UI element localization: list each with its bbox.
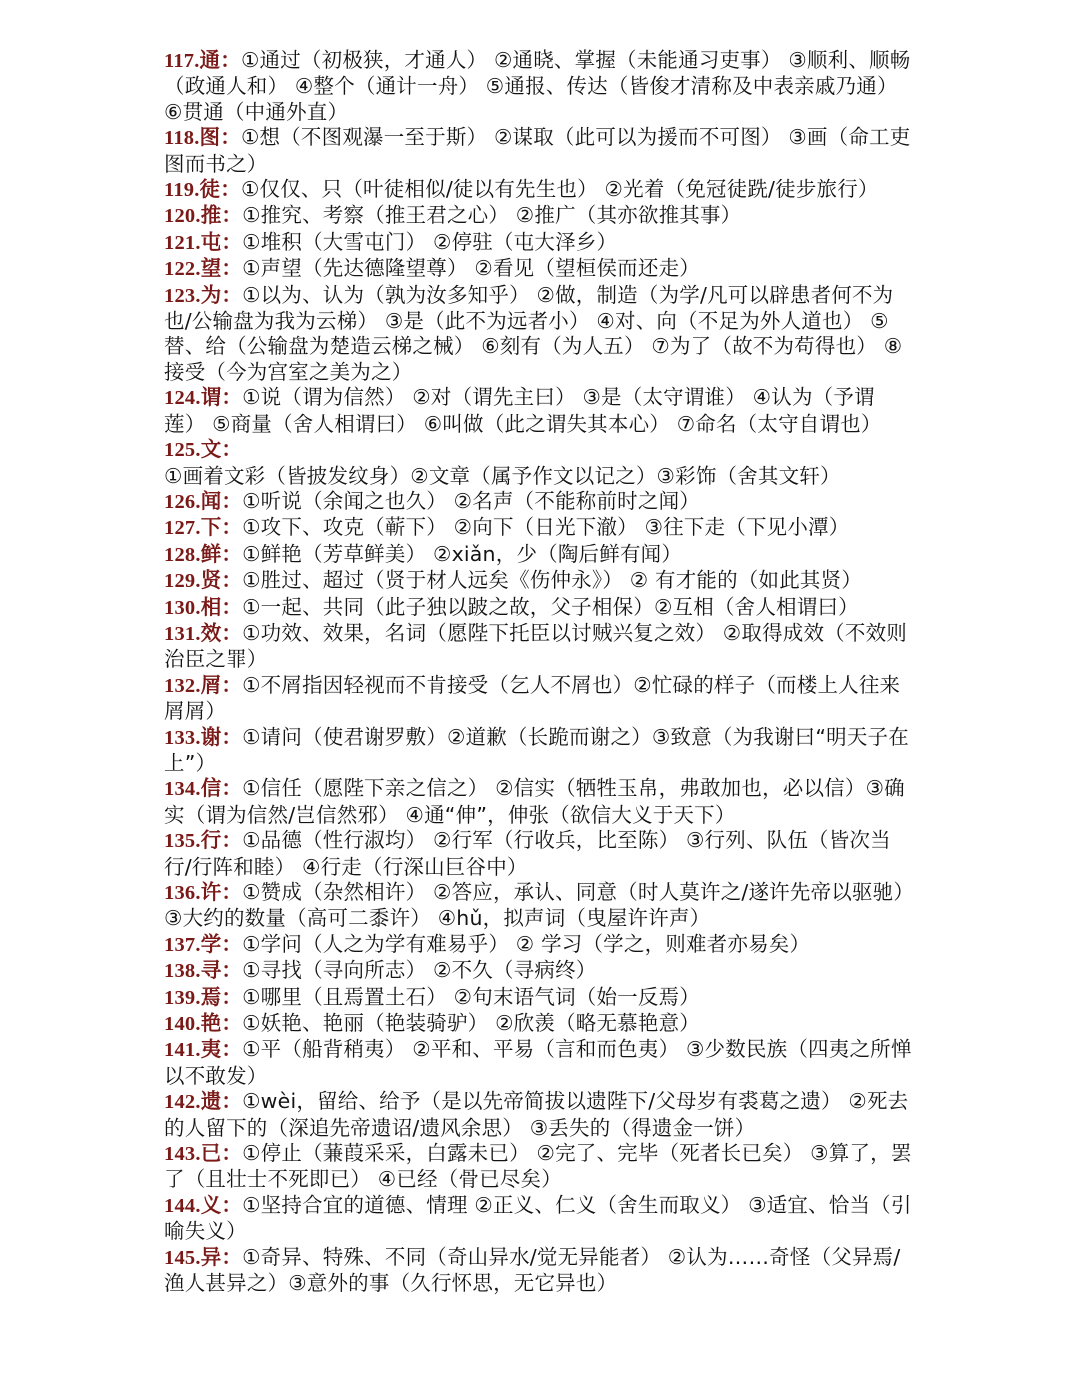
entry-headword bbox=[164, 1193, 242, 1217]
glossary-entry bbox=[164, 985, 916, 1011]
glossary-entry bbox=[164, 1141, 916, 1193]
entry-colon: ： bbox=[221, 203, 243, 228]
glossary-entry bbox=[164, 932, 916, 958]
entry-headword bbox=[164, 125, 241, 149]
entry-headword bbox=[164, 1037, 242, 1061]
entry-definitions: ①一起、共同（此子独以跛之故，父子相保）②互相（舍人相谓曰） bbox=[242, 594, 859, 619]
entry-list bbox=[164, 48, 916, 1297]
entry-definitions: ①哪里（且焉置土石） ②句末语气词（始一反焉） bbox=[242, 984, 700, 1009]
entry-definitions: ①仅仅、只（叶徒相似/徒以有先生也） ②光着（免冠徒跣/徒步旅行） bbox=[240, 177, 879, 202]
glossary-entry bbox=[164, 230, 916, 256]
entry-headword bbox=[164, 595, 242, 619]
entry-definitions: ①坚持合宜的道德、情理 ②正义、仁义（舍生而取义） ③适宜、恰当（引喻失义） bbox=[164, 1192, 912, 1244]
entry-colon: ： bbox=[221, 828, 243, 853]
entry-definitions: ①听说（余闻之也久） ②名声（不能称前时之闻） bbox=[242, 488, 700, 513]
entry-headword bbox=[164, 177, 241, 201]
entry-number: 130. bbox=[164, 596, 201, 619]
entry-headword bbox=[164, 776, 242, 800]
entry-headword bbox=[164, 985, 242, 1009]
entry-headword bbox=[164, 1089, 242, 1113]
entry-colon: ： bbox=[221, 724, 243, 749]
glossary-page bbox=[164, 48, 916, 1297]
entry-definitions: ①品德（性行淑均） ②行军（行收兵，比至陈） ③行列、队伍（皆次当行/行阵和睦） ④行走（行深山巨谷中） bbox=[164, 828, 891, 879]
entry-colon: ： bbox=[221, 931, 243, 956]
glossary-entry bbox=[164, 125, 916, 177]
entry-word: 寻 bbox=[200, 958, 222, 983]
entry-colon: ： bbox=[221, 880, 243, 904]
entry-headword bbox=[164, 568, 242, 592]
glossary-entry bbox=[164, 568, 916, 594]
entry-colon: ： bbox=[221, 385, 243, 410]
entry-headword bbox=[164, 1011, 242, 1035]
entry-word: 望 bbox=[200, 256, 222, 281]
entry-definitions: ①停止（蒹葭采采，白露未已） ②完了、完毕（死者长已矣） ③算了，罢了（且壮士不死即已） ④已经（骨已尽矣） bbox=[164, 1141, 912, 1192]
glossary-entry bbox=[164, 1011, 916, 1037]
glossary-entry bbox=[164, 437, 916, 489]
entry-definitions: ①功效、效果，名词（愿陛下托臣以讨贼兴复之效） ②取得成效（不效则治臣之罪） bbox=[164, 620, 907, 672]
entry-word: 义 bbox=[200, 1192, 222, 1217]
entry-number: 133. bbox=[164, 726, 201, 749]
entry-number: 141. bbox=[164, 1039, 201, 1062]
entry-word: 许 bbox=[200, 880, 222, 904]
entry-word: 谢 bbox=[200, 724, 222, 749]
entry-headword bbox=[164, 1141, 242, 1165]
glossary-entry bbox=[164, 828, 916, 880]
entry-definitions: ①推究、考察（推王君之心） ②推广（其亦欲推其事） bbox=[242, 203, 742, 228]
entry-colon: ： bbox=[220, 177, 241, 202]
glossary-entry bbox=[164, 1193, 916, 1245]
entry-word: 为 bbox=[200, 282, 222, 307]
entry-word: 通 bbox=[199, 48, 221, 72]
entry-word: 遗 bbox=[200, 1089, 222, 1114]
entry-colon: ： bbox=[221, 1037, 243, 1062]
entry-definitions: ①说（谓为信然） ②对（谓先主曰） ③是（太守谓谁） ④认为（予谓莲） ⑤商量（舍人相谓曰） ⑥叫做（此之谓失其本心） ⑦命名（太守自谓也） bbox=[164, 385, 882, 436]
entry-number: 127. bbox=[164, 517, 201, 540]
entry-definitions: ①平（船背稍夷） ②平和、平易（言和而色夷） ③少数民族（四夷之所惮以不敢发） bbox=[164, 1037, 912, 1088]
entry-number: 128. bbox=[164, 543, 201, 566]
entry-definitions: ①画着文彩（皆披发纹身）②文章（属予作文以记之）③彩饰（舍其文轩） bbox=[164, 463, 841, 488]
glossary-entry bbox=[164, 203, 916, 229]
entry-definitions: ①请问（使君谢罗敷）②道歉（长跪而谢之）③致意（为我谢曰“明天子在上”） bbox=[164, 724, 909, 775]
entry-headword bbox=[164, 48, 241, 72]
entry-headword bbox=[164, 880, 242, 904]
entry-number: 142. bbox=[164, 1091, 201, 1114]
entry-headword bbox=[164, 489, 242, 513]
entry-definitions: ①以为、认为（孰为汝多知乎） ②做，制造（为学/凡可以辟患者何不为也/公输盘为我为云梯） ③是（此不为远者小） ④对、向（不足为外人道也） ⑤替、给（公输盘为楚造云梯之械） ⑥刻有（为人五） ⑦为了（故不为苟得也） ⑧接受（今为宫室之美为之） bbox=[164, 282, 903, 384]
entry-number: 137. bbox=[164, 933, 201, 956]
entry-colon: ： bbox=[221, 1141, 243, 1166]
entry-word: 夷 bbox=[200, 1037, 222, 1062]
entry-word: 相 bbox=[200, 594, 222, 619]
entry-headword bbox=[164, 283, 242, 307]
entry-headword bbox=[164, 385, 242, 409]
entry-definitions: ①wèi，留给、给予（是以先帝简拔以遗陛下/父母岁有裘葛之遗） ②死去的人留下的（深追先帝遗诏/遗风余思） ③丢失的（得遗金一饼） bbox=[164, 1089, 909, 1140]
glossary-entry bbox=[164, 1037, 916, 1089]
entry-word: 谓 bbox=[200, 385, 222, 410]
entry-definitions: ①赞成（杂然相许） ②答应，承认、同意（时人莫许之/遂许先帝以驱驰） ③大约的数量（高可二黍许） ④hǔ，拟声词（曳屋许许声） bbox=[164, 880, 915, 931]
entry-word: 行 bbox=[200, 828, 222, 853]
entry-definitions: ①妖艳、艳丽（艳装骑驴） ②欣羡（略无慕艳意） bbox=[242, 1011, 700, 1036]
glossary-entry bbox=[164, 489, 916, 515]
entry-number: 135. bbox=[164, 830, 201, 853]
entry-colon: ： bbox=[221, 541, 243, 566]
entry-word: 效 bbox=[200, 620, 222, 645]
entry-word: 鲜 bbox=[200, 541, 222, 566]
entry-number: 143. bbox=[164, 1143, 201, 1166]
glossary-entry bbox=[164, 725, 916, 777]
glossary-entry bbox=[164, 1245, 916, 1297]
entry-colon: ： bbox=[221, 568, 243, 593]
entry-definitions: ①不屑指因轻视而不肯接受（乞人不屑也）②忙碌的样子（而楼上人往来屑屑） bbox=[164, 672, 901, 724]
glossary-entry bbox=[164, 48, 916, 125]
entry-headword bbox=[164, 621, 242, 645]
entry-colon: ： bbox=[221, 672, 243, 697]
entry-word: 异 bbox=[200, 1244, 222, 1269]
entry-colon: ： bbox=[221, 1089, 243, 1114]
entry-word: 已 bbox=[200, 1141, 222, 1166]
entry-definitions: ①声望（先达德隆望尊） ②看见（望桓侯而还走） bbox=[242, 256, 700, 281]
glossary-entry bbox=[164, 1089, 916, 1141]
entry-number: 139. bbox=[164, 986, 201, 1009]
entry-definitions: ①通过（初极狭，才通人） ②通晓、掌握（未能通习吏事） ③顺利、顺畅（政通人和） ④整个（通计一舟） ⑤通报、传达（皆俊才清称及中表亲戚乃通） ⑥贯通（中通外直） bbox=[164, 48, 911, 124]
entry-word: 图 bbox=[199, 125, 221, 150]
glossary-entry bbox=[164, 177, 916, 203]
entry-colon: ： bbox=[221, 776, 243, 801]
entry-word: 焉 bbox=[200, 984, 222, 1009]
entry-colon: ： bbox=[221, 620, 243, 645]
entry-colon: ： bbox=[221, 1244, 243, 1269]
entry-number: 126. bbox=[164, 490, 201, 513]
entry-number: 122. bbox=[164, 258, 201, 281]
entry-word: 闻 bbox=[200, 488, 222, 513]
entry-definitions: ①胜过、超过（贤于材人远矣《伤仲永》） ② 有才能的（如此其贤） bbox=[242, 568, 863, 593]
entry-number: 138. bbox=[164, 960, 201, 983]
entry-definitions: ①鲜艳（芳草鲜美） ②xiǎn，少（陶后鲜有闻） bbox=[242, 541, 683, 566]
entry-word: 艳 bbox=[200, 1011, 222, 1036]
glossary-entry bbox=[164, 385, 916, 437]
glossary-entry bbox=[164, 673, 916, 725]
entry-number: 125. bbox=[164, 439, 201, 462]
entry-headword bbox=[164, 437, 242, 461]
entry-definitions: ①学问（人之为学有难易乎） ② 学习（学之，则难者亦易矣） bbox=[242, 931, 811, 956]
entry-colon: ： bbox=[220, 48, 241, 72]
entry-headword bbox=[164, 828, 242, 852]
entry-number: 120. bbox=[164, 205, 201, 228]
entry-headword bbox=[164, 725, 242, 749]
entry-number: 129. bbox=[164, 570, 201, 593]
glossary-entry bbox=[164, 880, 916, 932]
entry-word: 贤 bbox=[200, 568, 222, 593]
entry-headword bbox=[164, 542, 242, 566]
entry-number: 131. bbox=[164, 622, 201, 645]
entry-definitions: ①想（不图观瀑一至于斯） ②谋取（此可以为援而不可图） ③画（命工吏图而书之） bbox=[164, 125, 911, 176]
entry-colon: ： bbox=[221, 984, 243, 1009]
glossary-entry bbox=[164, 595, 916, 621]
entry-number: 124. bbox=[164, 387, 201, 410]
entry-number: 140. bbox=[164, 1013, 201, 1036]
entry-word: 徒 bbox=[199, 177, 221, 202]
glossary-entry bbox=[164, 283, 916, 386]
entry-number: 123. bbox=[164, 284, 201, 307]
glossary-entry bbox=[164, 621, 916, 673]
entry-definitions: ①攻下、攻克（蕲下） ②向下（日光下澈） ③往下走（下见小潭） bbox=[242, 515, 850, 540]
entry-definitions: ①信任（愿陛下亲之信之） ②信实（牺牲玉帛，弗敢加也，必以信）③确实（谓为信然/岂信然邪） ④通“伸”，伸张（欲信大义于天下） bbox=[164, 776, 905, 827]
entry-word: 下 bbox=[200, 515, 222, 540]
entry-definitions: ①堆积（大雪屯门） ②停驻（屯大泽乡） bbox=[242, 229, 618, 254]
entry-colon: ： bbox=[221, 437, 243, 462]
entry-definitions: ①奇异、特殊、不同（奇山异水/觉无异能者） ②认为……奇怪（父异焉/渔人甚异之）③意外的事（久行怀思，无它异也） bbox=[164, 1244, 901, 1296]
entry-headword bbox=[164, 673, 242, 697]
entry-colon: ： bbox=[221, 958, 243, 983]
entry-word: 屑 bbox=[200, 672, 222, 697]
glossary-entry bbox=[164, 958, 916, 984]
entry-colon: ： bbox=[221, 282, 243, 307]
entry-word: 推 bbox=[200, 203, 222, 228]
glossary-entry bbox=[164, 542, 916, 568]
entry-number: 136. bbox=[164, 882, 201, 904]
entry-number: 134. bbox=[164, 778, 201, 801]
entry-colon: ： bbox=[221, 594, 243, 619]
entry-word: 屯 bbox=[200, 229, 222, 254]
entry-number: 121. bbox=[164, 231, 201, 254]
entry-definitions: ①寻找（寻向所志） ②不久（寻病终） bbox=[242, 958, 597, 983]
entry-number: 145. bbox=[164, 1246, 201, 1269]
entry-headword bbox=[164, 256, 242, 280]
entry-headword bbox=[164, 515, 242, 539]
entry-colon: ： bbox=[221, 229, 243, 254]
entry-colon: ： bbox=[220, 125, 241, 150]
entry-word: 信 bbox=[200, 776, 222, 801]
glossary-entry bbox=[164, 515, 916, 541]
glossary-entry bbox=[164, 776, 916, 828]
entry-colon: ： bbox=[221, 515, 243, 540]
entry-headword bbox=[164, 958, 242, 982]
entry-colon: ： bbox=[221, 488, 243, 513]
entry-word: 文 bbox=[200, 437, 222, 462]
entry-number: 118. bbox=[164, 127, 200, 150]
entry-headword bbox=[164, 1245, 242, 1269]
entry-colon: ： bbox=[221, 1011, 243, 1036]
entry-number: 119. bbox=[164, 179, 200, 202]
entry-headword bbox=[164, 932, 242, 956]
entry-headword bbox=[164, 230, 242, 254]
entry-colon: ： bbox=[221, 256, 243, 281]
entry-colon: ： bbox=[221, 1192, 243, 1217]
entry-number: 117. bbox=[164, 50, 200, 72]
entry-number: 144. bbox=[164, 1194, 201, 1217]
entry-word: 学 bbox=[200, 931, 222, 956]
entry-number: 132. bbox=[164, 674, 201, 697]
glossary-entry bbox=[164, 256, 916, 282]
entry-headword bbox=[164, 203, 242, 227]
